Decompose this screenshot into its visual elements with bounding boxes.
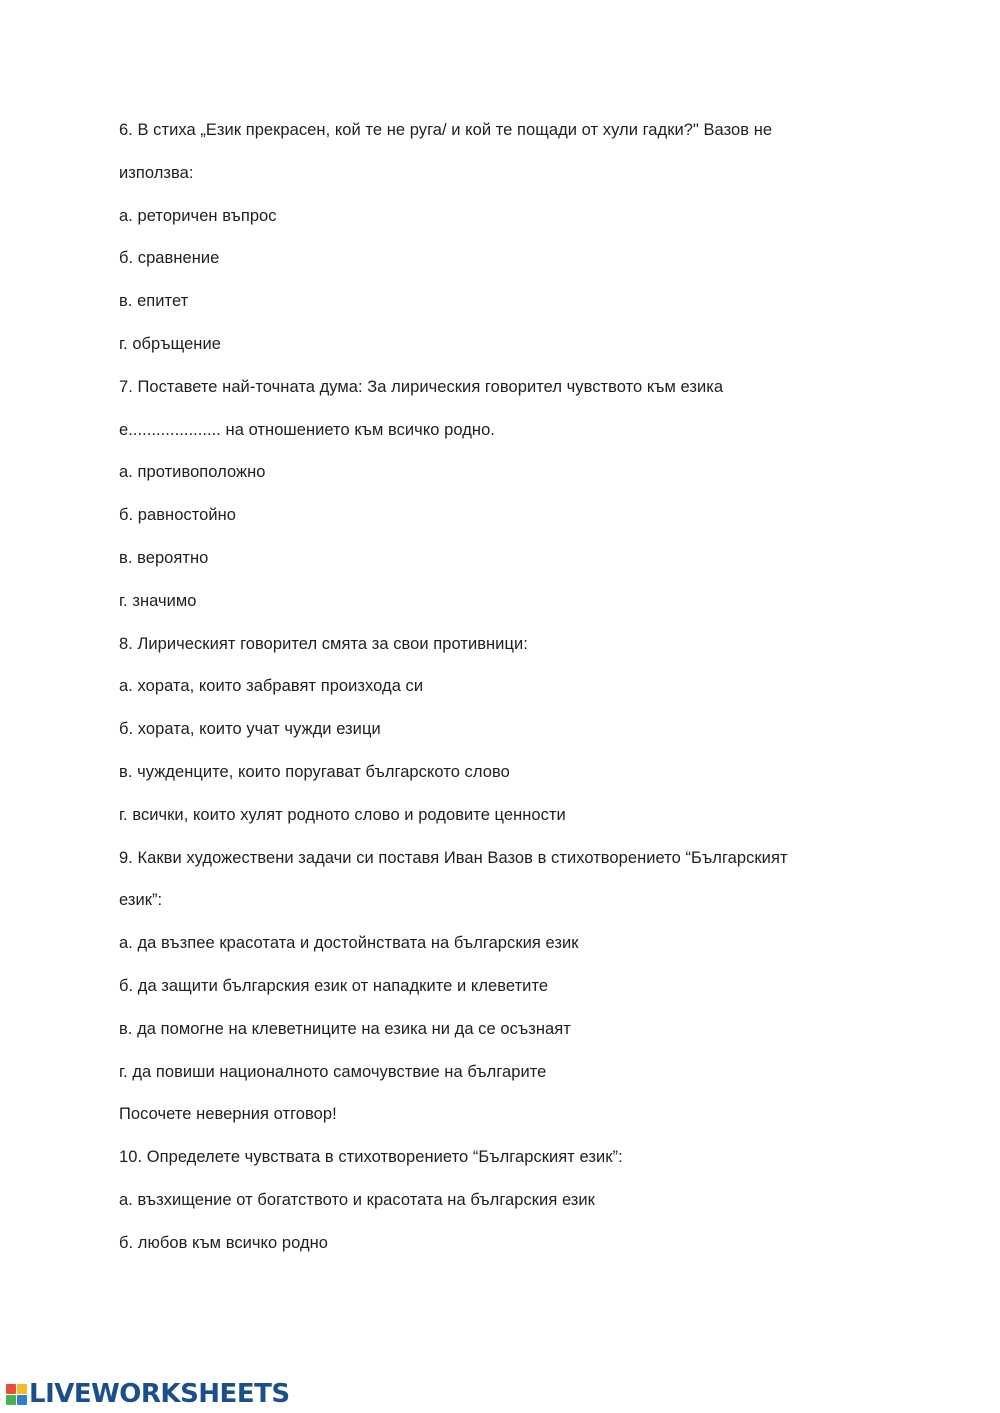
- question-6-option-c: в. епитет: [119, 292, 189, 311]
- question-7-text-cont: е.................... на отношението към всичко родно.: [119, 420, 495, 439]
- logo-cube-yellow: [17, 1384, 27, 1394]
- question-6-option-a: а. реторичен въпрос: [119, 206, 277, 225]
- question-9-text: 9. Какви художествени задачи си поставя Иван Вазов в стихотворението “Българският: [119, 848, 788, 867]
- question-6-text: 6. В стиха „Език прекрасен, кой те не руга/ и кой те пощади от хули гадки?" Вазов не: [119, 121, 773, 139]
- question-9-option-b: б. да защити българския език от нападките и клеветите: [119, 976, 549, 995]
- question-9-text-cont: език”:: [119, 891, 163, 910]
- question-9-option-c: в. да помогне на клеветниците на езика ни да се осъзнаят: [119, 1019, 571, 1038]
- question-7-option-c: в. вероятно: [119, 548, 209, 567]
- question-6-option-d: г. обръщение: [119, 334, 221, 353]
- question-7-option-d: г. значимо: [119, 591, 197, 610]
- question-9-option-a: а. да възпее красотата и достойнствата на българския език: [119, 934, 579, 953]
- question-10-option-a: а. възхищение от богатството и красотата на българския език: [119, 1190, 595, 1209]
- logo-cube-green: [6, 1395, 16, 1405]
- question-8-option-b: б. хората, които учат чужди езици: [119, 720, 381, 739]
- logo-cube-blue: [17, 1395, 27, 1405]
- liveworksheets-cubes-icon: [6, 1384, 27, 1405]
- question-10-text: 10. Определете чувствата в стихотворението “Българският език”:: [119, 1148, 623, 1167]
- question-8-text: 8. Лирическият говорител смята за свои противници:: [119, 634, 528, 653]
- question-10-option-b: б. любов към всичко родно: [119, 1233, 329, 1252]
- question-9-option-d: г. да повиши националното самочувствие на българите: [119, 1062, 547, 1081]
- question-7-option-a: а. противоположно: [119, 463, 266, 482]
- question-9-instruction: Посочете неверния отговор!: [119, 1105, 337, 1124]
- question-7-text: 7. Поставете най-точната дума: За лирическия говорител чувството към езика: [119, 377, 724, 396]
- question-6-text-cont: използва:: [119, 163, 194, 182]
- question-8-option-c: в. чужденците, които поругават българското слово: [119, 762, 510, 781]
- question-8-option-a: а. хората, които забравят произхода си: [119, 677, 424, 696]
- question-8-option-d: г. всички, които хулят родното слово и родовите ценности: [119, 805, 566, 824]
- worksheet-content: [119, 117, 879, 1273]
- question-6-option-b: б. сравнение: [119, 249, 220, 268]
- logo-text: LIVEWORKSHEETS: [29, 1379, 290, 1409]
- logo-cube-red: [6, 1384, 16, 1394]
- liveworksheets-logo: [6, 1379, 290, 1409]
- question-7-option-b: б. равностойно: [119, 506, 237, 525]
